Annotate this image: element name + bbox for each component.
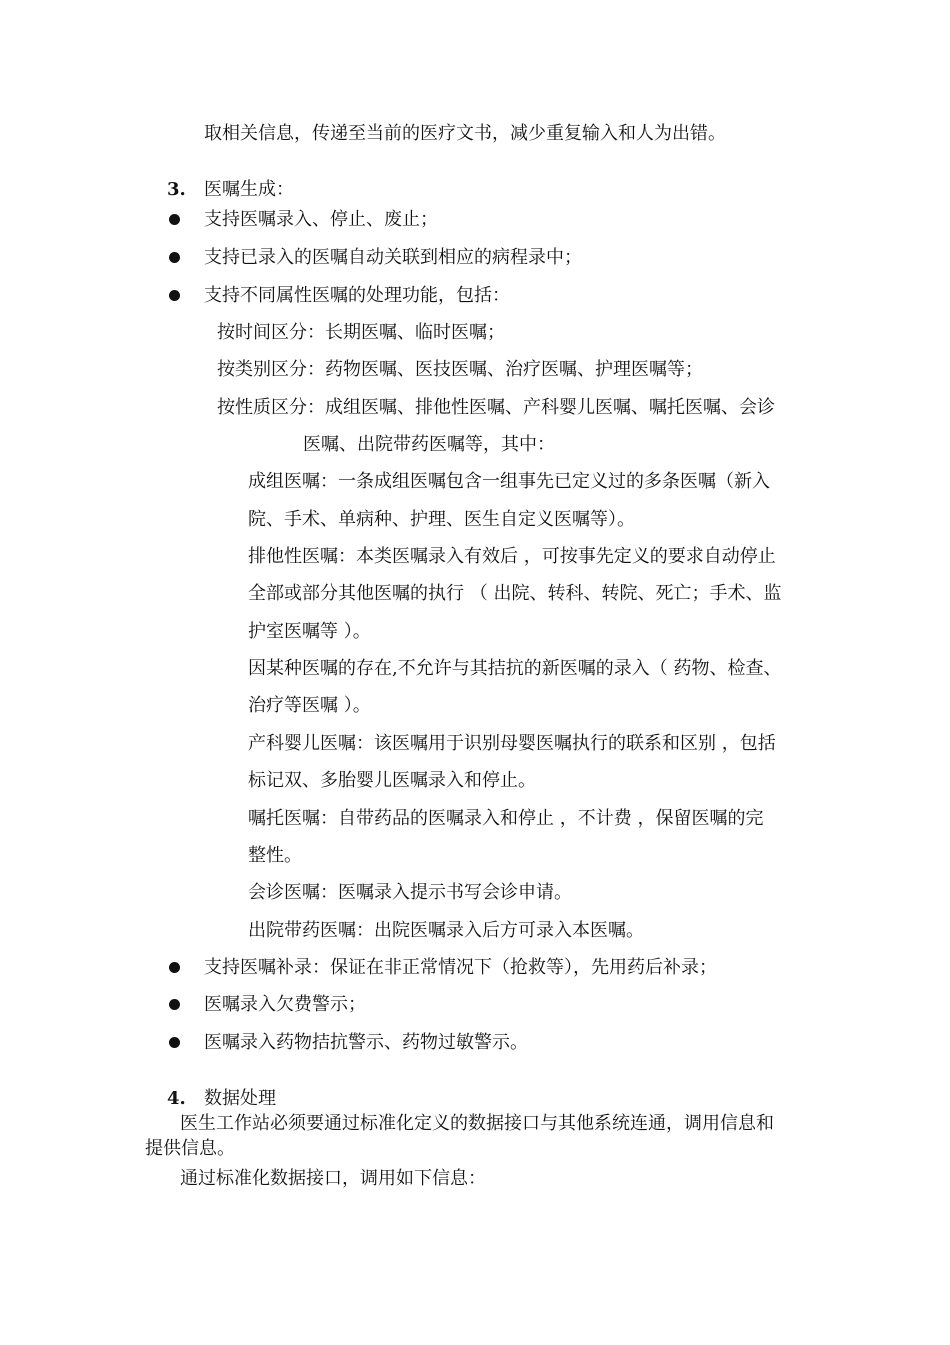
intro-line: 取相关信息，传递至当前的医疗文书，减少重复输入和人为出错。 (204, 123, 726, 144)
section-4-heading: 数据处理 (204, 1088, 276, 1109)
bullet-item: 医嘱录入药物拮抗警示、药物过敏警示。 (204, 1032, 528, 1053)
section-4-paragraph: 医生工作站必须要通过标准化定义的数据接口与其他系统连通，调用信息和 (180, 1113, 774, 1134)
detail-consult-order: 会诊医嘱：医嘱录入提示书写会诊申请。 (248, 882, 572, 903)
detail-discharge-order: 出院带药医嘱：出院医嘱录入后方可录入本医嘱。 (248, 920, 644, 941)
bullet-icon (169, 1037, 180, 1048)
classify-by-nature-cont: 医嘱、出院带药医嘱等，其中： (303, 434, 555, 455)
bullet-icon (169, 290, 180, 301)
section-3-heading: 医嘱生成： (204, 179, 294, 200)
bullet-icon (169, 252, 180, 263)
bullet-item: 支持不同属性医嘱的处理功能，包括： (204, 285, 510, 306)
section-4-number: 4. (167, 1088, 186, 1109)
section-4-paragraph-cont: 提供信息。 (145, 1138, 235, 1159)
detail-exclusive-order-cont: 全部或部分其他医嘱的执行 （ 出院、转科、转院、死亡；手术、监 (248, 583, 782, 604)
classify-by-time: 按时间区分：长期医嘱、临时医嘱； (217, 322, 505, 343)
detail-entrust-order: 嘱托医嘱：自带药品的医嘱录入和停止 ，不计费 ，保留医嘱的完 (248, 808, 764, 829)
classify-by-category: 按类别区分：药物医嘱、医技医嘱、治疗医嘱、护理医嘱等； (217, 359, 703, 380)
bullet-item: 支持医嘱录入、停止、废止； (204, 209, 438, 230)
bullet-item: 支持医嘱补录：保证在非正常情况下（抢救等），先用药后补录； (204, 957, 717, 978)
section-4-paragraph-2: 通过标准化数据接口，调用如下信息： (180, 1168, 486, 1189)
detail-group-order: 成组医嘱：一条成组医嘱包含一组事先已定义过的多条医嘱（新入 (248, 471, 770, 492)
classify-by-nature: 按性质区分：成组医嘱、排他性医嘱、产科婴儿医嘱、嘱托医嘱、会诊 (217, 397, 775, 418)
detail-exclusive-order: 排他性医嘱：本类医嘱录入有效后 ，可按事先定义的要求自动停止 (248, 546, 776, 567)
detail-group-order-cont: 院、手术、单病种、护理、医生自定义医嘱等）。 (248, 509, 635, 530)
detail-obstetric-order: 产科婴儿医嘱：该医嘱用于识别母婴医嘱执行的联系和区别 ，包括 (248, 733, 776, 754)
section-3-number: 3. (167, 179, 186, 200)
detail-obstetric-order-cont: 标记双、多胎婴儿医嘱录入和停止。 (248, 770, 536, 791)
bullet-item: 医嘱录入欠费警示； (204, 994, 366, 1015)
detail-conflict-cont: 治疗等医嘱 ）。 (248, 695, 371, 716)
bullet-icon (169, 214, 180, 225)
bullet-icon (169, 999, 180, 1010)
bullet-item: 支持已录入的医嘱自动关联到相应的病程录中； (204, 247, 582, 268)
detail-exclusive-order-cont: 护室医嘱等 ）。 (248, 621, 371, 642)
bullet-icon (169, 962, 180, 973)
detail-entrust-order-cont: 整性。 (248, 845, 302, 866)
detail-conflict: 因某种医嘱的存在,不允许与其拮抗的新医嘱的录入（ 药物、检查、 (248, 658, 782, 679)
